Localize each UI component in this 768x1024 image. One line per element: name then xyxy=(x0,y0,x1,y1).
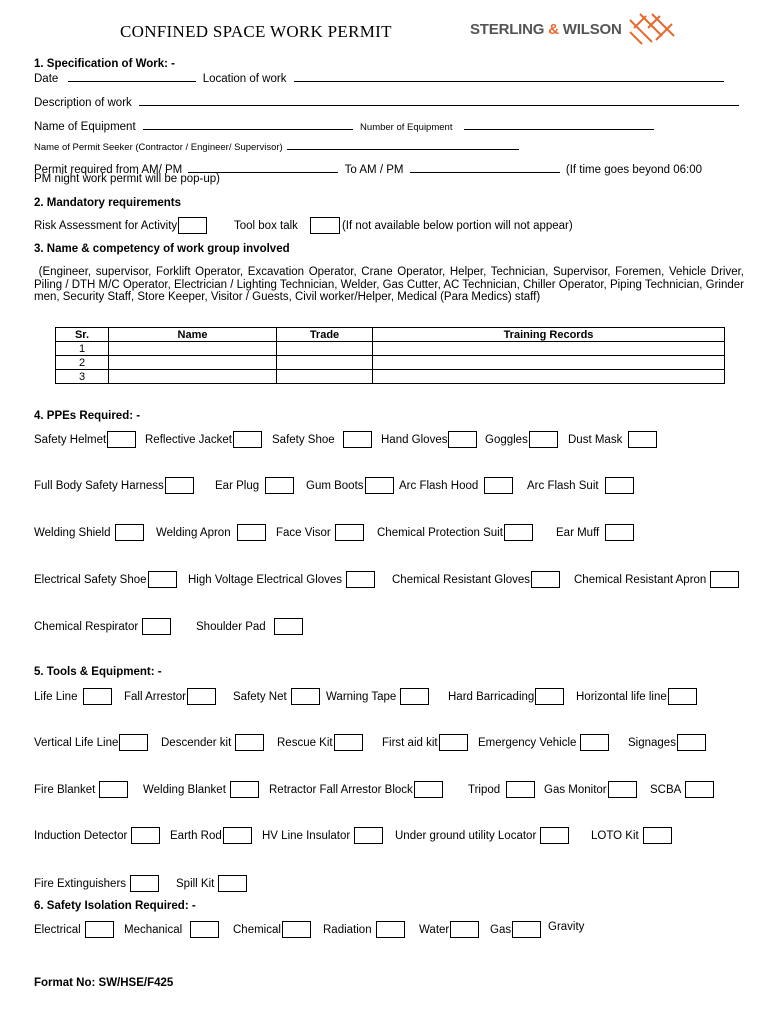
row-sr: 2 xyxy=(56,356,109,370)
ppe-item: Face Visor xyxy=(276,524,364,541)
section4-heading: 4. PPEs Required: - xyxy=(34,410,141,422)
tool-checkbox[interactable] xyxy=(99,781,128,798)
roles-text: (Engineer, supervisor, Forklift Operator, Excavation Operator, Crane Operator, Helper, Technician, Supervisor, Foremen, Vehicle Driver, Piling / DTH M/C Operator, Electrician / Lighting Technician, Welder, Gas Cutter, AC Technician, Chiller Operator, Piping Technician, Grinder men, Security Staff, Store Keeper, Visitor / Guests, Civil worker/Helper, Medical (Para Medics) staff) xyxy=(34,266,744,304)
ppe-item: High Voltage Electrical Gloves xyxy=(188,571,375,588)
trade-cell[interactable] xyxy=(277,370,373,384)
isolation-checkbox[interactable] xyxy=(282,921,311,938)
ppe-item: Shoulder Pad xyxy=(196,618,303,635)
tool-checkbox[interactable] xyxy=(119,734,148,751)
isolation-checkbox[interactable] xyxy=(512,921,541,938)
tool-item: Retractor Fall Arrestor Block xyxy=(269,781,443,798)
ppe-item: Electrical Safety Shoe xyxy=(34,571,177,588)
tool-checkbox[interactable] xyxy=(354,827,383,844)
ppe-row xyxy=(34,524,768,544)
mandatory-row xyxy=(34,217,768,237)
tool-item: Induction Detector xyxy=(34,827,160,844)
toolbox-talk-item: Tool box talk (If not available below portion will not appear) xyxy=(234,217,573,234)
training-cell[interactable] xyxy=(373,370,725,384)
ppe-checkbox[interactable] xyxy=(237,524,266,541)
ppe-item: Chemical Respirator xyxy=(34,618,171,635)
ppe-item: Ear Muff xyxy=(556,524,634,541)
col-header-training: Training Records xyxy=(373,328,725,342)
ppe-item: Reflective Jacket xyxy=(145,431,262,448)
description-row xyxy=(34,94,748,109)
tool-checkbox[interactable] xyxy=(400,688,429,705)
risk-assessment-checkbox[interactable] xyxy=(178,217,207,234)
section1-heading: 1. Specification of Work: - xyxy=(34,58,175,70)
tool-item: Emergency Vehicle xyxy=(478,734,609,751)
ppe-checkbox[interactable] xyxy=(335,524,364,541)
equipment-number-field[interactable] xyxy=(464,118,654,130)
ppe-item: Full Body Safety Harness xyxy=(34,477,194,494)
ppe-checkbox[interactable] xyxy=(605,524,634,541)
ppe-item: Gum Boots xyxy=(306,477,394,494)
tool-item: Earth Rod xyxy=(170,827,252,844)
tools-row xyxy=(34,781,768,801)
toolbox-talk-checkbox[interactable] xyxy=(310,217,340,234)
ppe-checkbox[interactable] xyxy=(628,431,657,448)
ppe-item: Hand Gloves xyxy=(381,431,477,448)
tool-checkbox[interactable] xyxy=(677,734,706,751)
tool-checkbox[interactable] xyxy=(580,734,609,751)
table-row xyxy=(56,370,725,384)
ppe-row xyxy=(34,571,768,591)
risk-assessment-item: Risk Assessment for Activity xyxy=(34,217,207,234)
name-cell[interactable] xyxy=(109,342,277,356)
isolation-checkbox[interactable] xyxy=(450,921,479,938)
location-label: Location of work xyxy=(202,73,287,85)
isolation-item: Mechanical xyxy=(124,921,219,938)
ppe-checkbox[interactable] xyxy=(343,431,372,448)
equipment-field[interactable] xyxy=(143,118,353,130)
tool-item: Life Line xyxy=(34,688,112,705)
isolation-checkbox[interactable] xyxy=(85,921,114,938)
name-cell[interactable] xyxy=(109,356,277,370)
tool-item: Spill Kit xyxy=(176,875,247,892)
permit-note-cont: PM night work permit will be pop-up) xyxy=(34,173,220,185)
trade-cell[interactable] xyxy=(277,342,373,356)
row-sr: 1 xyxy=(56,342,109,356)
ppe-item: Safety Shoe xyxy=(272,431,372,448)
ppe-item: Arc Flash Hood xyxy=(399,477,513,494)
tool-item: Under ground utility Locator xyxy=(395,827,569,844)
ppe-checkbox[interactable] xyxy=(531,571,560,588)
isolation-item: Electrical xyxy=(34,921,114,938)
tool-item: Safety Net xyxy=(233,688,320,705)
tool-checkbox[interactable] xyxy=(506,781,535,798)
work-group-table xyxy=(55,327,725,384)
tool-checkbox[interactable] xyxy=(685,781,714,798)
tool-item: Hard Barricading xyxy=(448,688,564,705)
col-header-trade: Trade xyxy=(277,328,373,342)
permit-note: (If time goes beyond 06:00 xyxy=(565,164,703,176)
ppe-row xyxy=(34,477,768,497)
isolation-item: Water xyxy=(419,921,479,938)
tool-checkbox[interactable] xyxy=(334,734,363,751)
ppe-checkbox[interactable] xyxy=(165,477,194,494)
description-field[interactable] xyxy=(139,94,739,106)
tools-row xyxy=(34,827,768,847)
name-cell[interactable] xyxy=(109,370,277,384)
col-header-sr: Sr. xyxy=(56,328,109,342)
tool-checkbox[interactable] xyxy=(643,827,672,844)
ppe-checkbox[interactable] xyxy=(107,431,136,448)
tool-item: First aid kit xyxy=(382,734,468,751)
row-sr: 3 xyxy=(56,370,109,384)
tool-item: Rescue Kit xyxy=(277,734,363,751)
tool-checkbox[interactable] xyxy=(540,827,569,844)
page-title: CONFINED SPACE WORK PERMIT xyxy=(120,22,392,41)
tool-item: HV Line Insulator xyxy=(262,827,383,844)
ppe-item: Chemical Resistant Gloves xyxy=(392,571,560,588)
ppe-item: Dust Mask xyxy=(568,431,657,448)
tool-item: Fall Arrestor xyxy=(124,688,216,705)
ppe-checkbox[interactable] xyxy=(484,477,513,494)
ppe-item: Chemical Protection Suit xyxy=(377,524,533,541)
ppe-checkbox[interactable] xyxy=(529,431,558,448)
ppe-checkbox[interactable] xyxy=(265,477,294,494)
training-cell[interactable] xyxy=(373,342,725,356)
tool-checkbox[interactable] xyxy=(230,781,259,798)
col-header-name: Name xyxy=(109,328,277,342)
ppe-checkbox[interactable] xyxy=(710,571,739,588)
isolation-item: Chemical xyxy=(233,921,311,938)
tool-checkbox[interactable] xyxy=(235,734,264,751)
tool-item: Horizontal life line xyxy=(576,688,697,705)
tool-checkbox[interactable] xyxy=(535,688,564,705)
tool-item: Fire Extinguishers xyxy=(34,875,159,892)
tool-item: Tripod xyxy=(468,781,535,798)
location-field[interactable] xyxy=(294,70,724,82)
tool-checkbox[interactable] xyxy=(130,875,159,892)
tool-checkbox[interactable] xyxy=(83,688,112,705)
company-logo xyxy=(470,10,678,48)
tool-item: Descender kit xyxy=(161,734,264,751)
isolation-item: Gas xyxy=(490,921,541,938)
ppe-item: Ear Plug xyxy=(215,477,294,494)
section5-heading: 5. Tools & Equipment: - xyxy=(34,666,162,678)
ppe-checkbox[interactable] xyxy=(605,477,634,494)
section6-heading: 6. Safety Isolation Required: - xyxy=(34,900,196,912)
tool-item: Warning Tape xyxy=(326,688,429,705)
date-label: Date xyxy=(34,73,59,85)
tool-item: Welding Blanket xyxy=(143,781,259,798)
section2-heading: 2. Mandatory requirements xyxy=(34,197,181,209)
tool-checkbox[interactable] xyxy=(439,734,468,751)
equipment-label: Name of Equipment xyxy=(34,121,136,133)
ppe-checkbox[interactable] xyxy=(233,431,262,448)
tool-checkbox[interactable] xyxy=(291,688,320,705)
ppe-row xyxy=(34,618,768,638)
isolation-item: Radiation xyxy=(323,921,405,938)
ppe-item: Chemical Resistant Apron xyxy=(574,571,739,588)
table-row xyxy=(56,356,725,370)
table-header-row xyxy=(56,328,725,342)
ppe-checkbox[interactable] xyxy=(448,431,477,448)
table-row xyxy=(56,342,725,356)
trade-cell[interactable] xyxy=(277,356,373,370)
permit-from-field[interactable] xyxy=(188,161,338,173)
tool-checkbox[interactable] xyxy=(218,875,247,892)
tool-checkbox[interactable] xyxy=(223,827,252,844)
tool-item: Vertical Life Line xyxy=(34,734,148,751)
ppe-item: Safety Helmet xyxy=(34,431,136,448)
ppe-checkbox[interactable] xyxy=(142,618,171,635)
isolation-checkbox[interactable] xyxy=(190,921,219,938)
ppe-item: Arc Flash Suit xyxy=(527,477,634,494)
ppe-checkbox[interactable] xyxy=(346,571,375,588)
isolation-item: Gravity xyxy=(548,921,585,933)
ppe-checkbox[interactable] xyxy=(504,524,533,541)
ppe-item: Welding Shield xyxy=(34,524,144,541)
section3-heading: 3. Name & competency of work group involved xyxy=(34,243,290,255)
seeker-row xyxy=(34,140,748,153)
permit-from-label: Permit required from AM/ PM xyxy=(34,164,183,176)
ppe-checkbox[interactable] xyxy=(148,571,177,588)
ppe-item: Welding Apron xyxy=(156,524,266,541)
tool-item: Signages xyxy=(628,734,706,751)
tool-item: SCBA xyxy=(650,781,714,798)
tools-row xyxy=(34,734,768,754)
ppe-checkbox[interactable] xyxy=(274,618,303,635)
tool-item: Gas Monitor xyxy=(544,781,637,798)
equipment-number-label: Number of Equipment xyxy=(360,122,453,133)
seeker-label: Name of Permit Seeker (Contractor / Engineer/ Supervisor) xyxy=(34,142,283,153)
tool-item: Fire Blanket xyxy=(34,781,128,798)
tool-checkbox[interactable] xyxy=(414,781,443,798)
description-label: Description of work xyxy=(34,97,132,109)
logo-text: STERLING & WILSON xyxy=(470,20,622,38)
tool-checkbox[interactable] xyxy=(668,688,697,705)
tool-item: LOTO Kit xyxy=(591,827,672,844)
ppe-row xyxy=(34,431,768,451)
equipment-row xyxy=(34,118,748,133)
tools-row xyxy=(34,688,768,708)
training-cell[interactable] xyxy=(373,356,725,370)
permit-to-field[interactable] xyxy=(410,161,560,173)
permit-to-label: To AM / PM xyxy=(344,164,404,176)
tool-checkbox[interactable] xyxy=(131,827,160,844)
ppe-checkbox[interactable] xyxy=(115,524,144,541)
ppe-item: Goggles xyxy=(485,431,558,448)
seeker-field[interactable] xyxy=(287,140,519,150)
logo-mark-icon xyxy=(626,10,678,48)
isolation-checkbox[interactable] xyxy=(376,921,405,938)
ppe-checkbox[interactable] xyxy=(365,477,394,494)
date-location-row xyxy=(34,70,748,85)
format-number: Format No: SW/HSE/F425 xyxy=(34,977,174,989)
tool-checkbox[interactable] xyxy=(187,688,216,705)
date-field[interactable] xyxy=(68,70,196,82)
isolation-row xyxy=(34,921,768,941)
tools-row xyxy=(34,875,768,895)
tool-checkbox[interactable] xyxy=(608,781,637,798)
